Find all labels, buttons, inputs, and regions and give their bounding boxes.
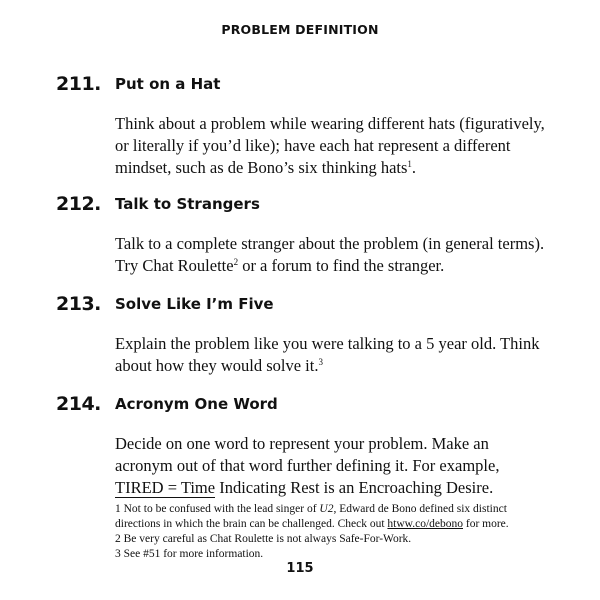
entry-body (115, 113, 555, 179)
body-line: Think about a problem while wearing different hats (figuratively, (115, 114, 545, 133)
body-line: Talk to a complete stranger about the problem (in general terms). (115, 234, 545, 253)
footnote-ref: 1 (407, 159, 412, 169)
entry-body (115, 233, 555, 277)
body-line: mindset, such as de Bono’s six thinking hats$^1$. (115, 158, 417, 177)
entry-number: 211. (56, 73, 101, 95)
body-line: Decide on one word to represent your problem. Make an (115, 434, 489, 453)
debono-link[interactable]: htww.co/debono (387, 518, 463, 530)
entry-title: Acronym One Word (115, 395, 278, 413)
footnote-ref: 3 (318, 357, 323, 367)
body-line: acronym out of that word further defining it. For example, (115, 456, 500, 475)
entry-heading (0, 73, 600, 97)
footnote-3: 3 See #51 for more information. (115, 548, 264, 560)
page-number: 115 (286, 561, 314, 576)
footnote-1-cont: directions in which the brain can be challenged. Check out htww.co/debono for more. (115, 518, 509, 530)
entry-body (115, 333, 555, 377)
entry-title: Put on a Hat (115, 75, 221, 93)
footnote-ref: 2 (233, 257, 239, 267)
footnotes (115, 502, 575, 562)
entry-number: 213. (56, 293, 101, 315)
footnote-1: 1 Not to be confused with the lead singer of U2, Edward de Bono defined six distinct (115, 503, 507, 515)
entry-number: 214. (56, 393, 101, 415)
entry-title: Talk to Strangers (115, 195, 260, 213)
body-line: TIRED = Time Indicating Rest is an Encroaching Desire. (115, 478, 494, 497)
body-line: Explain the problem like you were talking to a 5 year old. Think (115, 334, 540, 353)
footnote-divider (115, 497, 215, 498)
body-line: or literally if you’d like); have each hat represent a different (115, 136, 511, 155)
entry-heading (0, 193, 600, 217)
entry-body (115, 433, 555, 499)
body-line: Try Chat Roulette$^2$ or a forum to find the stranger. (115, 256, 445, 275)
footnote-2: 2 Be very careful as Chat Roulette is not always Safe-For-Work. (115, 533, 412, 545)
body-line: about how they would solve it.$^3$ (115, 356, 323, 375)
entry-number: 212. (56, 193, 101, 215)
section-header: PROBLEM DEFINITION (221, 22, 379, 37)
entry-title: Solve Like I’m Five (115, 295, 274, 313)
entry-heading (0, 393, 600, 417)
entry-heading (0, 293, 600, 317)
